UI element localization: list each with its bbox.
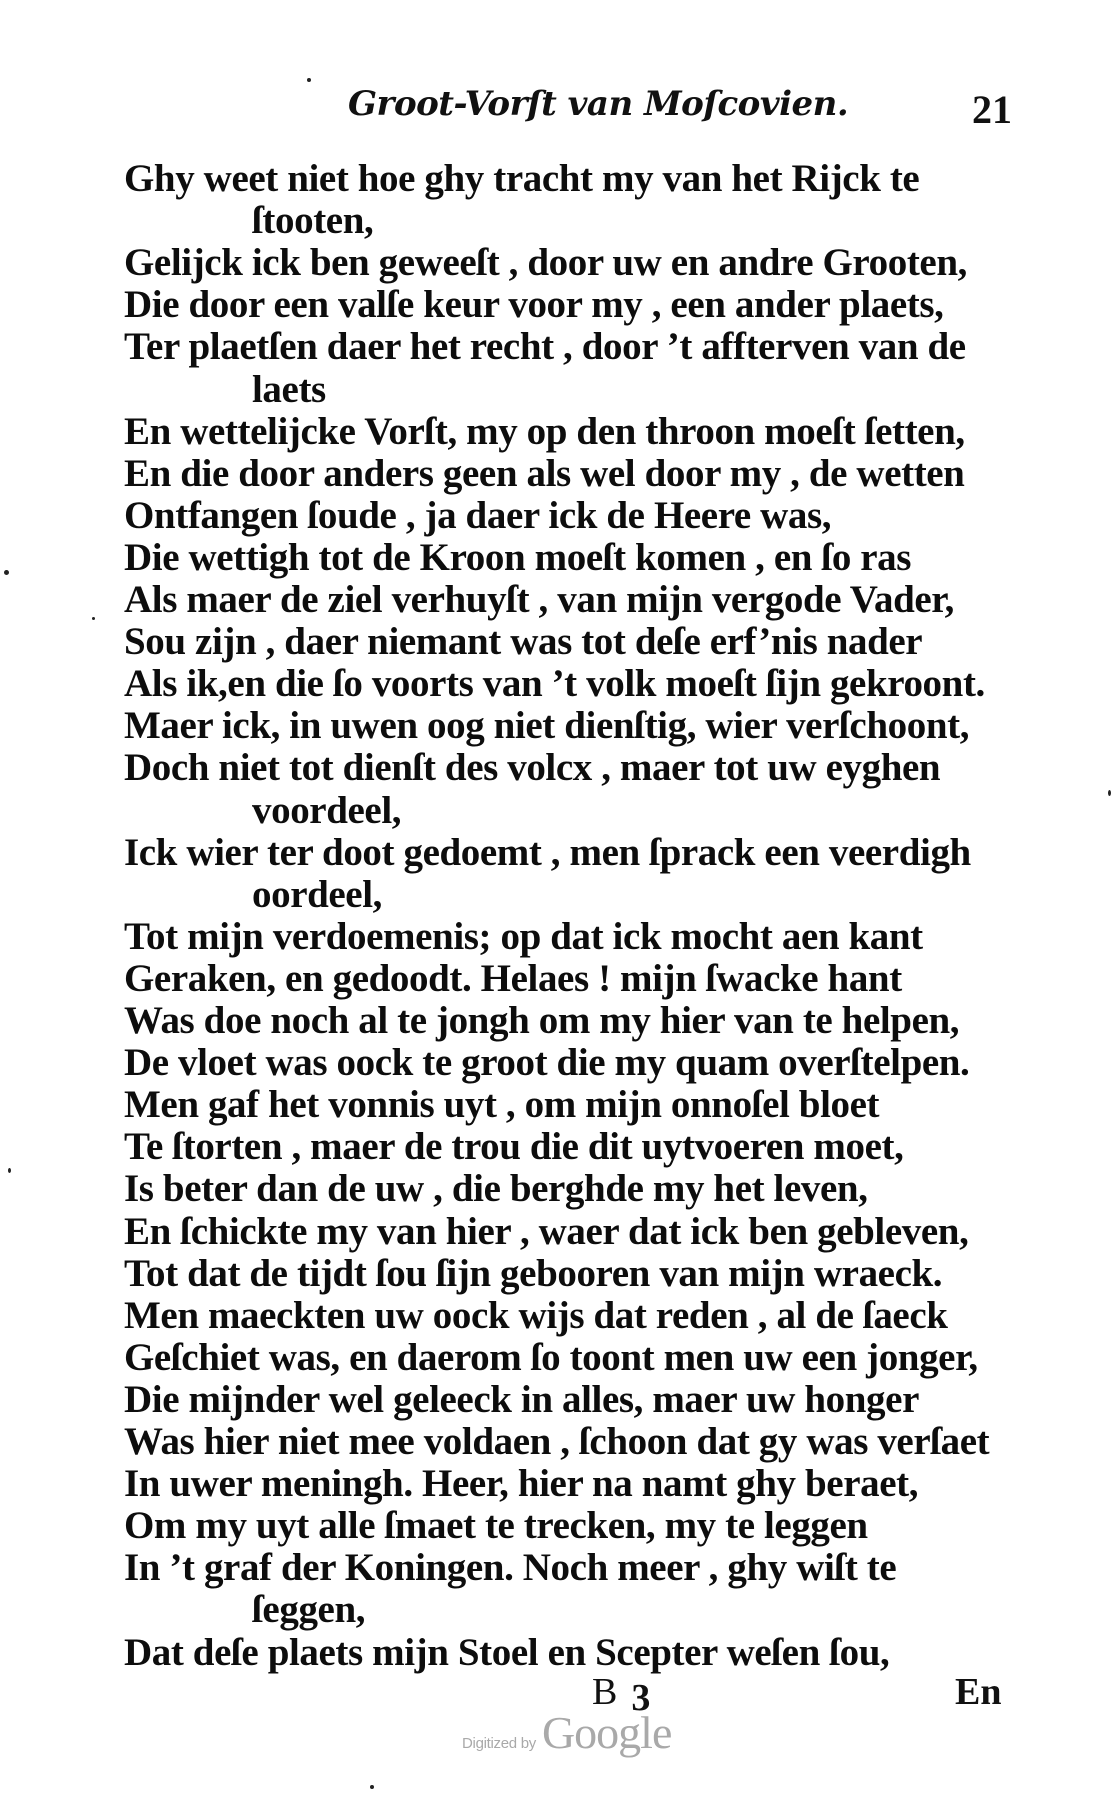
poem-line: Men maeckten uw oock wijs dat reden , al de ſaeck (124, 1293, 948, 1337)
poem-line: Ghy weet niet hoe ghy tracht my van het Rijck te (124, 157, 920, 200)
signature-number: 3 (631, 1677, 651, 1719)
poem-continuation-line: ſeggen, (252, 1588, 366, 1632)
poem-line: Gelijck ick ben geweeſt , door uw en andre Grooten, (124, 241, 967, 285)
page-number: 21 (972, 87, 1012, 132)
signature-letter: B (592, 1671, 618, 1713)
poem-line: Ter plaetſen daer het recht , door ’t affterven van de (124, 325, 966, 369)
poem-line: De vloet was oock te groot die my quam overſtelpen. (124, 1041, 970, 1085)
poem-line: En ſchickte my van hier , waer dat ick ben gebleven, (124, 1209, 969, 1253)
scan-speck (370, 1785, 374, 1789)
poem-line: Geſchiet was, en daerom ſo toont men uw een jonger, (124, 1335, 978, 1379)
poem-line: Sou zijn , daer niemant was tot deſe erf’nis nader (124, 620, 923, 664)
poem-line: Te ſtorten , maer de trou die dit uytvoeren moet, (124, 1125, 904, 1169)
poem-line: Tot dat de tijdt ſou ſijn gebooren van mijn wraeck. (124, 1251, 943, 1295)
scan-speck (307, 78, 311, 82)
scan-speck (4, 570, 9, 575)
poem-continuation-line: voordeel, (252, 788, 402, 832)
poem-line: Als ik,en die ſo voorts van ’t volk moeſt ſijn gekroont. (124, 662, 985, 706)
poem-line: Om my uyt alle ſmaet te trecken, my te leggen (124, 1504, 868, 1548)
poem-line: Tot mijn verdoemenis; op dat ick mocht aen kant (124, 914, 923, 958)
poem-continuation-line: laets (252, 367, 326, 411)
poem-line: In ’t graf der Koningen. Noch meer , ghy wiſt te (124, 1546, 897, 1590)
poem-line: En wettelijcke Vorſt, my op den throon moeſt ſetten, (124, 409, 965, 453)
poem-continuation-line: oordeel, (252, 872, 383, 916)
poem-line: Was hier niet mee voldaen , ſchoon dat gy was verſaet (124, 1420, 990, 1463)
watermark-prefix: Digitized by (462, 1735, 536, 1752)
poem-line: In uwer meningh. Heer, hier na namt ghy beraet, (124, 1462, 919, 1506)
scan-speck (92, 617, 95, 620)
poem-line: Geraken, en gedoodt. Helaes ! mijn ſwacke hant (124, 956, 902, 1000)
catchword: En (955, 1671, 1002, 1713)
poem-line: Doch niet tot dienſt des volcx , maer tot uw eyghen (124, 746, 941, 790)
poem-line: Ontfangen ſoude , ja daer ick de Heere was, (124, 493, 832, 537)
poem-line: Die wettigh tot de Kroon moeſt komen , en ſo ras (124, 535, 912, 579)
poem-line: Die door een valſe keur voor my , een ander plaets, (124, 283, 944, 327)
scan-speck (1108, 790, 1111, 796)
digitized-by-google-watermark (462, 1706, 671, 1759)
poem-line: Maer ick, in uwen oog niet dienſtig, wier verſchoont, (124, 704, 970, 748)
running-title: Groot-Vorſt van Moſcovien. (348, 84, 849, 124)
poem-continuation-line: ſtooten, (252, 199, 374, 243)
poem-line: Was doe noch al te jongh om my hier van te helpen, (124, 999, 960, 1042)
poem-line: Ick wier ter doot gedoemt , men ſprack een veerdigh (124, 830, 971, 874)
poem-line: Dat deſe plaets mijn Stoel en Scepter weſen ſou, (124, 1630, 890, 1674)
poem-line: Is beter dan de uw , die berghde my het leven, (124, 1167, 868, 1211)
scan-speck (8, 1168, 11, 1173)
poem-line: Men gaf het vonnis uyt , om mijn onnoſel bloet (124, 1083, 880, 1127)
poem-line: Die mijnder wel geleeck in alles, maer uw honger (124, 1377, 919, 1421)
poem-line: Als maer de ziel verhuyſt , van mijn vergode Vader, (124, 578, 954, 621)
google-logo-text: Google (541, 1707, 672, 1758)
poem-line: En die door anders geen als wel door my , de wetten (124, 451, 965, 495)
